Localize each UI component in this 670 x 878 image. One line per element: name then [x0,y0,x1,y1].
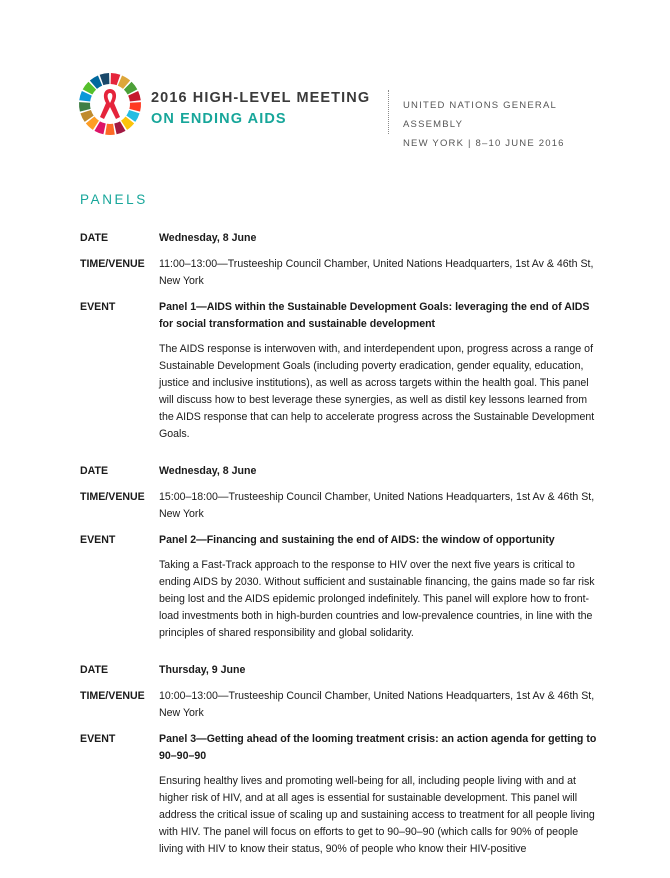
date-label: DATE [80,465,109,477]
red-ribbon-icon [100,89,120,119]
panel-event-title: Panel 2—Financing and sustaining the end of AIDS: the window of opportunity [159,534,555,546]
date-label: DATE [80,232,109,244]
time-venue-label: TIME/VENUE [80,690,145,702]
panel-description: Ensuring healthy lives and promoting well-being for all, including people living with and at higher risk of HIV, and at all ages is essential for sustainable development. This panel will address the critical issue of scaling up and sustaining access to treatment for all people living with HIV. The panel will focus on efforts to get to 90–90–90 (which calls for 90% of people living with HIV to know their status, 90% of people who know their HIV-positive [159,775,595,855]
logo-wheel-segment [79,102,91,112]
panel-date: Wednesday, 8 June [159,232,257,244]
panel-2 [80,463,600,642]
logo-wheel-segment [129,102,141,112]
meeting-title-line2: ON ENDING AIDS [151,111,287,127]
date-label: DATE [80,664,109,676]
section-heading: PANELS [80,192,148,207]
header-divider [388,90,389,134]
organizer-info [403,96,598,153]
panel-time-venue: 10:00–13:00—Trusteeship Council Chamber, United Nations Headquarters, 1st Av & 46th St, New York [159,690,595,719]
panel-description: Taking a Fast-Track approach to the response to HIV over the next five years is critical to ending AIDS by 2030. Without sufficient and sustainable financing, the gains made so far risk being lost and the AIDS epidemic prolonged indefinitely. This panel will explore how to front-load investments both in high-burden countries and low-prevalence countries, in line with the principles of shared responsibility and global solidarity. [159,559,595,639]
organizer-name: UNITED NATIONS GENERAL ASSEMBLY [403,100,557,130]
logo-wheel-segment [105,124,115,135]
sdg-ribbon-logo-icon [78,72,142,136]
panel-3 [80,662,600,858]
panel-date: Wednesday, 8 June [159,465,257,477]
panel-time-venue: 15:00–18:00—Trusteeship Council Chamber, United Nations Headquarters, 1st Av & 46th St, New York [159,491,595,520]
panel-event-title: Panel 3—Getting ahead of the looming treatment crisis: an action agenda for getting to 90–90–90 [159,733,597,762]
time-venue-label: TIME/VENUE [80,258,145,270]
panels-list [80,230,600,878]
meeting-title [151,90,370,127]
panel-event-title: Panel 1—AIDS within the Sustainable Development Goals: leveraging the end of AIDS for social transformation and sustainable development [159,301,590,330]
page-header [78,72,598,149]
event-label: EVENT [80,733,116,745]
panel-1 [80,230,600,443]
event-label: EVENT [80,301,116,313]
time-venue-label: TIME/VENUE [80,491,145,503]
meeting-title-line1: 2016 HIGH-LEVEL MEETING [151,90,371,106]
panel-time-venue: 11:00–13:00—Trusteeship Council Chamber, United Nations Headquarters, 1st Av & 46th St, New York [159,258,594,287]
event-label: EVENT [80,534,116,546]
panel-description: The AIDS response is interwoven with, and interdependent upon, progress across a range of Sustainable Development Goals (including poverty eradication, gender equality, education, justice and inclusive institutions), as well as across targets within the health goal. This panel will discuss how to best leverage these synergies, as well as distil key lessons learned from the AIDS response that can help to accelerate progress across the Sustainable Development Goals. [159,343,595,440]
meeting-location-dates: NEW YORK | 8–10 JUNE 2016 [403,138,565,149]
panel-date: Thursday, 9 June [159,664,246,676]
